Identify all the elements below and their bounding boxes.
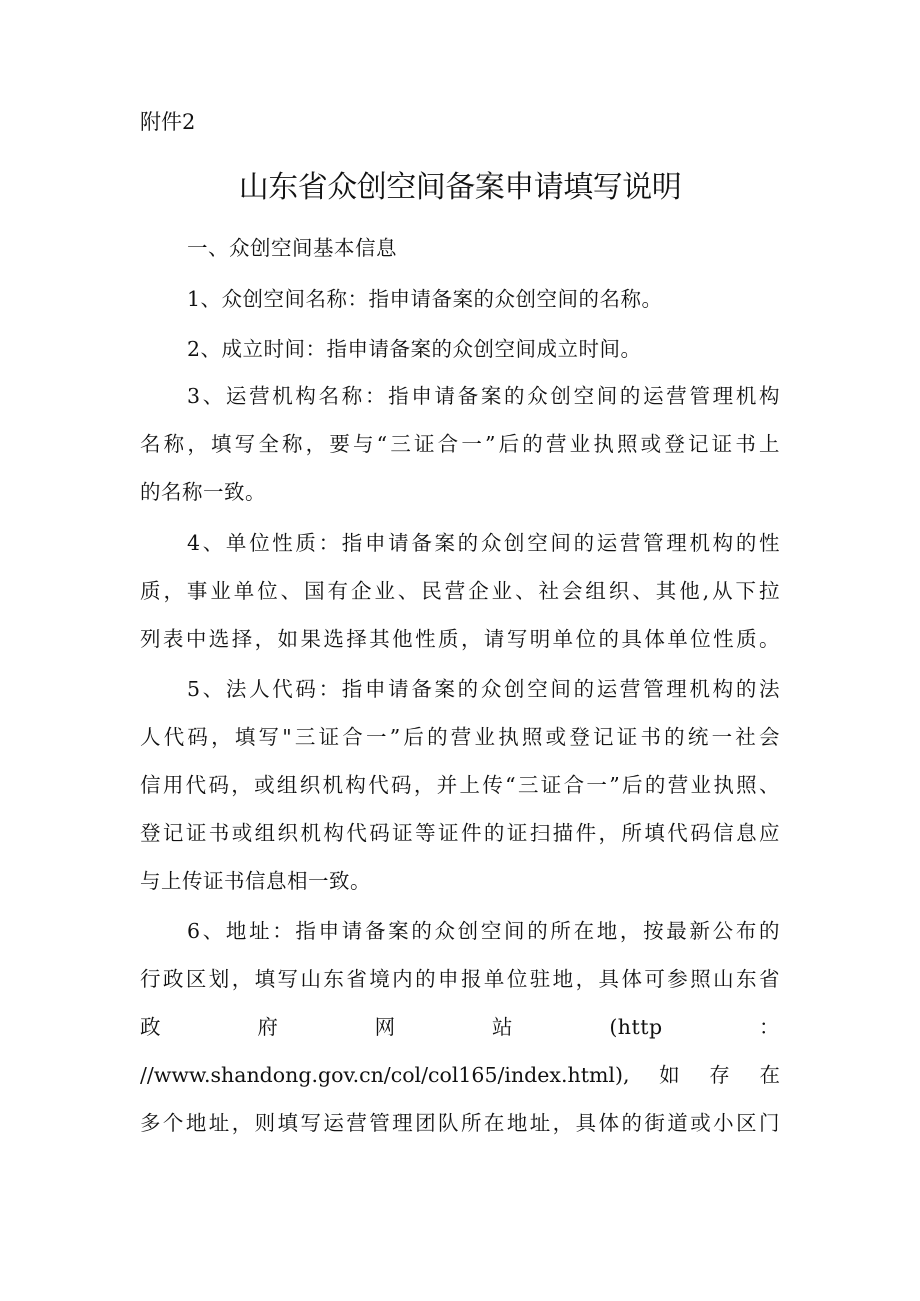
document-title: 山东省众创空间备案申请填写说明 [238,170,682,205]
attachment-label: 附件2 [140,110,196,134]
paragraph-line: 质，事业单位、国有企业、民营企业、社会组织、其他,从下拉 [140,579,780,603]
spread-word: 政 [140,1015,161,1039]
url-line: //www.shandong.gov.cn/col/col165/index.html),如存在 [140,1063,780,1087]
paragraph-line: 登记证书或组织机构代码证等证件的证扫描件，所填代码信息应 [140,821,780,845]
paragraph-line: 1、众创空间名称：指申请备案的众创空间的名称。 [187,287,663,311]
spread-word: ： [758,1015,780,1039]
paragraph-line: 2、成立时间：指申请备案的众创空间成立时间。 [187,337,642,361]
paragraph-line: 名称，填写全称，要与“三证合一”后的营业执照或登记证书上 [140,432,780,456]
paragraph-line: 的名称一致。 [140,480,266,504]
spread-word: 网 [374,1015,396,1039]
paragraph-line: 人代码，填写"三证合一”后的营业执照或登记证书的统一社会 [140,725,780,749]
paragraph-line: 信用代码，或组织机构代码，并上传“三证合一”后的营业执照、 [140,773,780,797]
paragraph-line: 4、单位性质：指申请备案的众创空间的运营管理机构的性 [187,531,780,555]
spread-line [140,1003,780,1051]
spread-word: 站 [491,1015,513,1039]
spread-word: (http [609,1015,663,1039]
paragraph-line: 与上传证书信息相一致。 [140,869,371,893]
paragraph-line: 行政区划，填写山东省境内的申报单位驻地，具体可参照山东省 [140,967,780,991]
paragraph-line: 3、运营机构名称：指申请备案的众创空间的运营管理机构 [187,384,780,408]
paragraph-line: 6、地址：指申请备案的众创空间的所在地，按最新公布的 [187,919,780,943]
paragraph-line: 列表中选择，如果选择其他性质，请写明单位的具体单位性质。 [140,627,780,651]
paragraph-line: 多个地址，则填写运营管理团队所在地址，具体的街道或小区门 [140,1111,780,1135]
section-heading: 一、众创空间基本信息 [187,236,397,260]
paragraph-line: 5、法人代码：指申请备案的众创空间的运营管理机构的法 [187,677,780,701]
spread-word: 府 [257,1015,279,1039]
